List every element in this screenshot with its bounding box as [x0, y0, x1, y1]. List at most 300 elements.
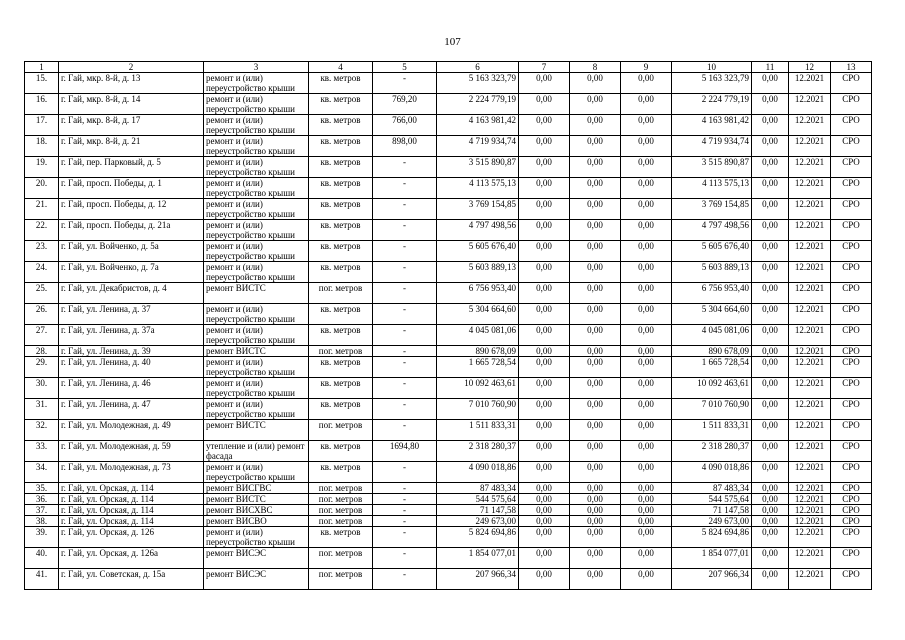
- table-cell-col7: 0,00: [519, 516, 570, 527]
- table-cell-col2: г. Гай, мкр. 8-й, д. 13: [59, 73, 204, 94]
- table-cell-col8: 0,00: [570, 73, 621, 94]
- table-cell-col9: 0,00: [621, 483, 672, 494]
- table-cell-col12: 12.2021: [789, 283, 831, 304]
- table-cell-col8: 0,00: [570, 378, 621, 399]
- table-cell-col1: 40.: [25, 548, 59, 569]
- table-cell-col5: -: [373, 569, 437, 590]
- table-cell-col8: 0,00: [570, 399, 621, 420]
- table-cell-col3: ремонт ВИСЭС: [204, 548, 309, 569]
- table-cell-col2: г. Гай, ул. Ленина, д. 39: [59, 346, 204, 357]
- table-cell-col5: -: [373, 178, 437, 199]
- table-cell-col13: СРО: [831, 441, 872, 462]
- table-cell-col9: 0,00: [621, 548, 672, 569]
- table-cell-col8: 0,00: [570, 325, 621, 346]
- table-cell-col12: 12.2021: [789, 548, 831, 569]
- table-cell-col2: г. Гай, ул. Орская, д. 126а: [59, 548, 204, 569]
- table-cell-col3: ремонт и (или) переустройство крыши: [204, 199, 309, 220]
- table-cell-col7: 0,00: [519, 304, 570, 325]
- table-cell-col11: 0,00: [752, 136, 789, 157]
- table-row: [25, 136, 872, 157]
- table-cell-col10: 6 756 953,40: [672, 283, 752, 304]
- table-row: [25, 241, 872, 262]
- table-cell-col9: 0,00: [621, 505, 672, 516]
- table-cell-col3: ремонт и (или) переустройство крыши: [204, 94, 309, 115]
- table-cell-col9: 0,00: [621, 115, 672, 136]
- table-cell-col10: 1 665 728,54: [672, 357, 752, 378]
- table-cell-col6: 249 673,00: [437, 516, 519, 527]
- table-cell-col4: кв. метров: [309, 325, 373, 346]
- table-cell-col1: 30.: [25, 378, 59, 399]
- table-cell-col13: СРО: [831, 115, 872, 136]
- table-cell-col12: 12.2021: [789, 178, 831, 199]
- table-cell-col7: 0,00: [519, 441, 570, 462]
- table-cell-col9: 0,00: [621, 220, 672, 241]
- table-row: [25, 220, 872, 241]
- table-cell-col2: г. Гай, ул. Орская, д. 114: [59, 483, 204, 494]
- table-cell-col2: г. Гай, просп. Победы, д. 1: [59, 178, 204, 199]
- table-cell-col3: ремонт ВИСТС: [204, 420, 309, 441]
- table-cell-col10: 2 318 280,37: [672, 441, 752, 462]
- table-cell-col13: СРО: [831, 283, 872, 304]
- table-cell-col13: СРО: [831, 325, 872, 346]
- table-cell-col8: 0,00: [570, 94, 621, 115]
- table-cell-col6: 6 756 953,40: [437, 283, 519, 304]
- table-cell-col4: пог. метров: [309, 569, 373, 590]
- table-cell-col12: 12.2021: [789, 241, 831, 262]
- table-cell-col1: 29.: [25, 357, 59, 378]
- header-cell-12: 12: [789, 62, 831, 73]
- table-cell-col8: 0,00: [570, 483, 621, 494]
- table-cell-col6: 87 483,34: [437, 483, 519, 494]
- table-row: [25, 325, 872, 346]
- table-cell-col13: СРО: [831, 199, 872, 220]
- table-cell-col8: 0,00: [570, 346, 621, 357]
- table-cell-col11: 0,00: [752, 569, 789, 590]
- table-cell-col1: 19.: [25, 157, 59, 178]
- table-cell-col10: 249 673,00: [672, 516, 752, 527]
- table-cell-col12: 12.2021: [789, 357, 831, 378]
- table-cell-col11: 0,00: [752, 115, 789, 136]
- table-cell-col10: 1 854 077,01: [672, 548, 752, 569]
- table-cell-col9: 0,00: [621, 199, 672, 220]
- table-cell-col7: 0,00: [519, 346, 570, 357]
- table-cell-col8: 0,00: [570, 516, 621, 527]
- table-cell-col9: 0,00: [621, 462, 672, 483]
- table-cell-col6: 4 090 018,86: [437, 462, 519, 483]
- header-cell-11: 11: [752, 62, 789, 73]
- table-cell-col11: 0,00: [752, 494, 789, 505]
- table-cell-col5: -: [373, 283, 437, 304]
- table-cell-col10: 5 163 323,79: [672, 73, 752, 94]
- table-cell-col5: -: [373, 378, 437, 399]
- table-cell-col6: 5 605 676,40: [437, 241, 519, 262]
- table-cell-col8: 0,00: [570, 262, 621, 283]
- table-cell-col10: 5 304 664,60: [672, 304, 752, 325]
- table-cell-col10: 4 719 934,74: [672, 136, 752, 157]
- table-cell-col3: ремонт ВИСТС: [204, 283, 309, 304]
- table-cell-col2: г. Гай, ул. Орская, д. 114: [59, 505, 204, 516]
- table-cell-col4: кв. метров: [309, 441, 373, 462]
- table-cell-col6: 890 678,09: [437, 346, 519, 357]
- table-row: [25, 569, 872, 590]
- table-cell-col13: СРО: [831, 73, 872, 94]
- table-cell-col11: 0,00: [752, 346, 789, 357]
- header-cell-3: 3: [204, 62, 309, 73]
- table-cell-col2: г. Гай, ул. Орская, д. 126: [59, 527, 204, 548]
- table-cell-col7: 0,00: [519, 262, 570, 283]
- table-cell-col7: 0,00: [519, 494, 570, 505]
- table-cell-col3: ремонт и (или) переустройство крыши: [204, 399, 309, 420]
- table-cell-col7: 0,00: [519, 357, 570, 378]
- header-cell-13: 13: [831, 62, 872, 73]
- table-cell-col8: 0,00: [570, 115, 621, 136]
- table-cell-col1: 36.: [25, 494, 59, 505]
- header-cell-1: 1: [25, 62, 59, 73]
- table-cell-col5: -: [373, 304, 437, 325]
- table-cell-col3: ремонт и (или) переустройство крыши: [204, 115, 309, 136]
- table-cell-col4: кв. метров: [309, 527, 373, 548]
- table-row: [25, 527, 872, 548]
- table-cell-col7: 0,00: [519, 483, 570, 494]
- table-cell-col6: 4 163 981,42: [437, 115, 519, 136]
- table-row: [25, 199, 872, 220]
- table-cell-col6: 3 515 890,87: [437, 157, 519, 178]
- table-cell-col11: 0,00: [752, 304, 789, 325]
- table-cell-col6: 3 769 154,85: [437, 199, 519, 220]
- table-cell-col12: 12.2021: [789, 420, 831, 441]
- table-cell-col3: ремонт и (или) переустройство крыши: [204, 157, 309, 178]
- table-cell-col2: г. Гай, ул. Орская, д. 114: [59, 516, 204, 527]
- table-cell-col1: 24.: [25, 262, 59, 283]
- table-cell-col12: 12.2021: [789, 136, 831, 157]
- table-cell-col7: 0,00: [519, 199, 570, 220]
- table-cell-col13: СРО: [831, 94, 872, 115]
- table-cell-col13: СРО: [831, 516, 872, 527]
- table-cell-col9: 0,00: [621, 378, 672, 399]
- table-cell-col12: 12.2021: [789, 304, 831, 325]
- table-cell-col10: 71 147,58: [672, 505, 752, 516]
- table-cell-col3: ремонт ВИСГВС: [204, 483, 309, 494]
- header-cell-9: 9: [621, 62, 672, 73]
- table-cell-col5: -: [373, 399, 437, 420]
- table-cell-col4: кв. метров: [309, 399, 373, 420]
- table-cell-col7: 0,00: [519, 420, 570, 441]
- table-cell-col4: кв. метров: [309, 241, 373, 262]
- table-cell-col7: 0,00: [519, 569, 570, 590]
- table-cell-col11: 0,00: [752, 420, 789, 441]
- table-cell-col10: 2 224 779,19: [672, 94, 752, 115]
- table-cell-col5: 898,00: [373, 136, 437, 157]
- table-row: [25, 494, 872, 505]
- table-cell-col7: 0,00: [519, 462, 570, 483]
- table-cell-col11: 0,00: [752, 483, 789, 494]
- table-cell-col9: 0,00: [621, 516, 672, 527]
- table-cell-col1: 26.: [25, 304, 59, 325]
- table-cell-col11: 0,00: [752, 399, 789, 420]
- table-cell-col1: 28.: [25, 346, 59, 357]
- table-cell-col8: 0,00: [570, 505, 621, 516]
- table-cell-col4: пог. метров: [309, 283, 373, 304]
- table-cell-col7: 0,00: [519, 548, 570, 569]
- table-cell-col3: ремонт ВИСХВС: [204, 505, 309, 516]
- table-cell-col10: 3 515 890,87: [672, 157, 752, 178]
- table-row: [25, 357, 872, 378]
- table-cell-col6: 71 147,58: [437, 505, 519, 516]
- header-cell-6: 6: [437, 62, 519, 73]
- table-cell-col9: 0,00: [621, 157, 672, 178]
- table-cell-col6: 10 092 463,61: [437, 378, 519, 399]
- table-row: [25, 505, 872, 516]
- table-cell-col8: 0,00: [570, 136, 621, 157]
- table-cell-col1: 15.: [25, 73, 59, 94]
- table-row: [25, 483, 872, 494]
- table-cell-col2: г. Гай, ул. Ленина, д. 40: [59, 357, 204, 378]
- table-cell-col10: 544 575,64: [672, 494, 752, 505]
- table-row: [25, 548, 872, 569]
- table-row: [25, 462, 872, 483]
- table-cell-col13: СРО: [831, 357, 872, 378]
- table-cell-col5: -: [373, 357, 437, 378]
- table-cell-col9: 0,00: [621, 178, 672, 199]
- table-cell-col13: СРО: [831, 304, 872, 325]
- table-cell-col6: 1 854 077,01: [437, 548, 519, 569]
- table-cell-col6: 4 719 934,74: [437, 136, 519, 157]
- table-cell-col2: г. Гай, ул. Советская, д. 15а: [59, 569, 204, 590]
- table-cell-col5: -: [373, 199, 437, 220]
- table-cell-col4: кв. метров: [309, 378, 373, 399]
- table-cell-col5: -: [373, 262, 437, 283]
- table-cell-col9: 0,00: [621, 94, 672, 115]
- table-cell-col9: 0,00: [621, 304, 672, 325]
- table-cell-col11: 0,00: [752, 441, 789, 462]
- table-cell-col2: г. Гай, мкр. 8-й, д. 14: [59, 94, 204, 115]
- table-cell-col3: ремонт и (или) переустройство крыши: [204, 136, 309, 157]
- table-cell-col13: СРО: [831, 378, 872, 399]
- table-cell-col10: 207 966,34: [672, 569, 752, 590]
- table-cell-col12: 12.2021: [789, 462, 831, 483]
- table-cell-col5: 1694,80: [373, 441, 437, 462]
- table-cell-col3: ремонт и (или) переустройство крыши: [204, 178, 309, 199]
- table-cell-col7: 0,00: [519, 505, 570, 516]
- table-cell-col9: 0,00: [621, 283, 672, 304]
- table-cell-col4: пог. метров: [309, 548, 373, 569]
- table-row: [25, 157, 872, 178]
- table-cell-col8: 0,00: [570, 527, 621, 548]
- table-cell-col9: 0,00: [621, 325, 672, 346]
- table-cell-col10: 5 603 889,13: [672, 262, 752, 283]
- table-cell-col3: утепление и (или) ремонт фасада: [204, 441, 309, 462]
- table-cell-col11: 0,00: [752, 199, 789, 220]
- table-cell-col9: 0,00: [621, 136, 672, 157]
- table-cell-col9: 0,00: [621, 262, 672, 283]
- table-cell-col1: 21.: [25, 199, 59, 220]
- table-cell-col9: 0,00: [621, 420, 672, 441]
- table-cell-col2: г. Гай, мкр. 8-й, д. 17: [59, 115, 204, 136]
- table-row: [25, 399, 872, 420]
- table-cell-col11: 0,00: [752, 178, 789, 199]
- table-cell-col8: 0,00: [570, 357, 621, 378]
- table-cell-col9: 0,00: [621, 357, 672, 378]
- table-cell-col1: 25.: [25, 283, 59, 304]
- table-cell-col12: 12.2021: [789, 441, 831, 462]
- table-cell-col2: г. Гай, ул. Декабристов, д. 4: [59, 283, 204, 304]
- table-cell-col9: 0,00: [621, 73, 672, 94]
- table-cell-col1: 20.: [25, 178, 59, 199]
- table-row: [25, 262, 872, 283]
- table-cell-col10: 87 483,34: [672, 483, 752, 494]
- table-cell-col4: кв. метров: [309, 262, 373, 283]
- table-header-row: [25, 62, 872, 73]
- table-cell-col4: пог. метров: [309, 483, 373, 494]
- table-cell-col9: 0,00: [621, 569, 672, 590]
- table-cell-col11: 0,00: [752, 378, 789, 399]
- table-cell-col12: 12.2021: [789, 157, 831, 178]
- table-cell-col11: 0,00: [752, 325, 789, 346]
- table-cell-col9: 0,00: [621, 494, 672, 505]
- table-cell-col2: г. Гай, ул. Ленина, д. 46: [59, 378, 204, 399]
- table-cell-col8: 0,00: [570, 420, 621, 441]
- table-cell-col4: пог. метров: [309, 494, 373, 505]
- table-cell-col12: 12.2021: [789, 199, 831, 220]
- header-cell-4: 4: [309, 62, 373, 73]
- table-cell-col8: 0,00: [570, 462, 621, 483]
- table-cell-col13: СРО: [831, 157, 872, 178]
- table-cell-col9: 0,00: [621, 241, 672, 262]
- table-cell-col6: 1 511 833,31: [437, 420, 519, 441]
- table-row: [25, 94, 872, 115]
- table-cell-col2: г. Гай, ул. Ленина, д. 37а: [59, 325, 204, 346]
- table-cell-col5: 766,00: [373, 115, 437, 136]
- table-cell-col4: кв. метров: [309, 136, 373, 157]
- table-cell-col1: 37.: [25, 505, 59, 516]
- table-cell-col6: 544 575,64: [437, 494, 519, 505]
- table-cell-col13: СРО: [831, 136, 872, 157]
- table-row: [25, 516, 872, 527]
- table-cell-col3: ремонт ВИСВО: [204, 516, 309, 527]
- table-cell-col3: ремонт и (или) переустройство крыши: [204, 262, 309, 283]
- table-cell-col3: ремонт и (или) переустройство крыши: [204, 220, 309, 241]
- table-cell-col1: 16.: [25, 94, 59, 115]
- table-cell-col13: СРО: [831, 494, 872, 505]
- table-cell-col12: 12.2021: [789, 115, 831, 136]
- table-cell-col13: СРО: [831, 346, 872, 357]
- table-cell-col8: 0,00: [570, 569, 621, 590]
- header-cell-7: 7: [519, 62, 570, 73]
- table-cell-col10: 4 163 981,42: [672, 115, 752, 136]
- table-cell-col1: 17.: [25, 115, 59, 136]
- table-cell-col12: 12.2021: [789, 505, 831, 516]
- table-cell-col8: 0,00: [570, 441, 621, 462]
- table-cell-col9: 0,00: [621, 527, 672, 548]
- table-cell-col3: ремонт и (или) переустройство крыши: [204, 378, 309, 399]
- table-cell-col13: СРО: [831, 241, 872, 262]
- table-cell-col5: 769,20: [373, 94, 437, 115]
- table-cell-col7: 0,00: [519, 115, 570, 136]
- table-cell-col9: 0,00: [621, 441, 672, 462]
- table-cell-col5: -: [373, 483, 437, 494]
- table-cell-col7: 0,00: [519, 325, 570, 346]
- table-cell-col13: СРО: [831, 220, 872, 241]
- table-cell-col11: 0,00: [752, 462, 789, 483]
- table-cell-col4: кв. метров: [309, 115, 373, 136]
- table-cell-col5: -: [373, 241, 437, 262]
- table-cell-col12: 12.2021: [789, 516, 831, 527]
- table-cell-col3: ремонт и (или) переустройство крыши: [204, 325, 309, 346]
- table-cell-col5: -: [373, 73, 437, 94]
- header-cell-5: 5: [373, 62, 437, 73]
- table-cell-col6: 5 163 323,79: [437, 73, 519, 94]
- table-cell-col1: 39.: [25, 527, 59, 548]
- table-cell-col3: ремонт и (или) переустройство крыши: [204, 304, 309, 325]
- table-cell-col5: -: [373, 516, 437, 527]
- page-number: 107: [444, 36, 461, 48]
- table-cell-col7: 0,00: [519, 136, 570, 157]
- table-cell-col4: кв. метров: [309, 304, 373, 325]
- table-cell-col11: 0,00: [752, 94, 789, 115]
- table-cell-col3: ремонт и (или) переустройство крыши: [204, 527, 309, 548]
- table-cell-col6: 5 304 664,60: [437, 304, 519, 325]
- table-cell-col4: пог. метров: [309, 516, 373, 527]
- table-cell-col7: 0,00: [519, 378, 570, 399]
- table-cell-col5: -: [373, 548, 437, 569]
- table-cell-col12: 12.2021: [789, 325, 831, 346]
- table-cell-col7: 0,00: [519, 94, 570, 115]
- table-cell-col2: г. Гай, ул. Орская, д. 114: [59, 494, 204, 505]
- table-cell-col2: г. Гай, просп. Победы, д. 12: [59, 199, 204, 220]
- table-cell-col7: 0,00: [519, 73, 570, 94]
- table-cell-col9: 0,00: [621, 399, 672, 420]
- table-cell-col3: ремонт и (или) переустройство крыши: [204, 73, 309, 94]
- table-cell-col1: 23.: [25, 241, 59, 262]
- table-cell-col12: 12.2021: [789, 73, 831, 94]
- table-cell-col2: г. Гай, ул. Ленина, д. 47: [59, 399, 204, 420]
- table-cell-col11: 0,00: [752, 241, 789, 262]
- table-cell-col13: СРО: [831, 399, 872, 420]
- table-cell-col8: 0,00: [570, 241, 621, 262]
- table-row: [25, 346, 872, 357]
- table-cell-col13: СРО: [831, 505, 872, 516]
- table-cell-col7: 0,00: [519, 241, 570, 262]
- table-cell-col6: 2 318 280,37: [437, 441, 519, 462]
- table-cell-col10: 4 090 018,86: [672, 462, 752, 483]
- table-cell-col8: 0,00: [570, 178, 621, 199]
- table-cell-col6: 1 665 728,54: [437, 357, 519, 378]
- table-cell-col4: кв. метров: [309, 462, 373, 483]
- table-cell-col12: 12.2021: [789, 262, 831, 283]
- table-cell-col13: СРО: [831, 178, 872, 199]
- table-cell-col8: 0,00: [570, 304, 621, 325]
- table-cell-col2: г. Гай, мкр. 8-й, д. 21: [59, 136, 204, 157]
- table-cell-col11: 0,00: [752, 283, 789, 304]
- table-cell-col1: 18.: [25, 136, 59, 157]
- table-cell-col12: 12.2021: [789, 94, 831, 115]
- table-cell-col4: кв. метров: [309, 73, 373, 94]
- table-cell-col6: 4 797 498,56: [437, 220, 519, 241]
- table-cell-col13: СРО: [831, 548, 872, 569]
- table-cell-col2: г. Гай, ул. Молодежная, д. 73: [59, 462, 204, 483]
- table-cell-col13: СРО: [831, 527, 872, 548]
- table-cell-col5: -: [373, 420, 437, 441]
- table-cell-col4: кв. метров: [309, 157, 373, 178]
- table-row: [25, 420, 872, 441]
- table-cell-col7: 0,00: [519, 157, 570, 178]
- table-cell-col13: СРО: [831, 262, 872, 283]
- table-cell-col5: -: [373, 220, 437, 241]
- table-row: [25, 304, 872, 325]
- table-cell-col12: 12.2021: [789, 494, 831, 505]
- table-row: [25, 283, 872, 304]
- table-cell-col10: 5 605 676,40: [672, 241, 752, 262]
